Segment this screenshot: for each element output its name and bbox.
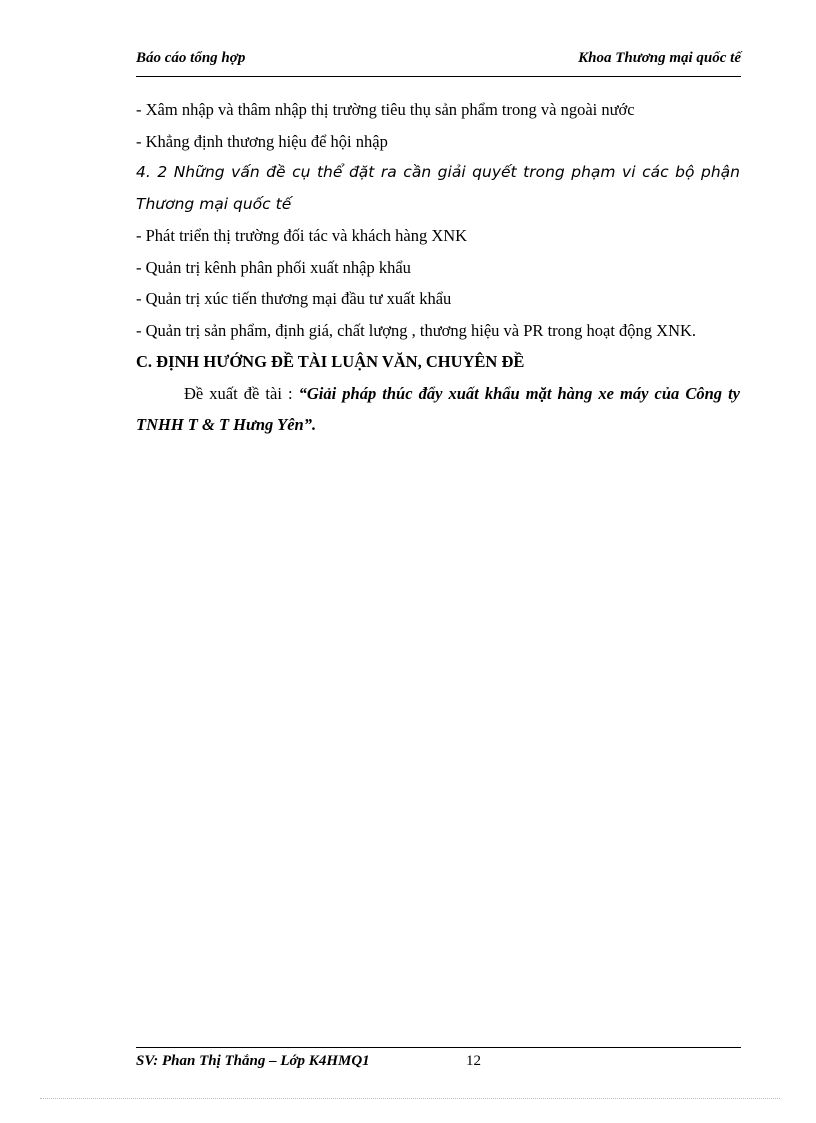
proposal-paragraph [136, 378, 740, 441]
bullet-trade-promotion: - Quản trị xúc tiến thương mại đầu tư xuất khẩu [136, 289, 452, 308]
page-footer [136, 1047, 741, 1072]
paragraph-market-penetration: - Xâm nhập và thâm nhập thị trường tiêu thụ sản phẩm trong và ngoài nước [136, 100, 635, 119]
page-edge-divider [40, 1098, 780, 1099]
bullet-product-management: - Quản trị sản phẩm, định giá, chất lượng , thương hiệu và PR trong hoạt động XNK. [136, 320, 697, 340]
proposal-label: Đề xuất đề tài : [184, 383, 299, 403]
proposal-topic: “Giải pháp thúc đẩy xuất khẩu mặt hàng xe máy của Công ty TNHH T & T Hưng Yên”. [136, 383, 740, 434]
paragraph-brand: - Khẳng định thương hiệu để hội nhập [136, 131, 388, 151]
page-header [136, 50, 741, 77]
header-report-title: Báo cáo tổng hợp [136, 50, 246, 66]
header-faculty: Khoa Thương mại quốc tế [578, 50, 741, 66]
page-number: 12 [466, 1053, 481, 1069]
document-body [136, 94, 740, 441]
bullet-market-development: - Phát triển thị trường đối tác và khách hàng XNK [136, 226, 468, 245]
footer-author: SV: Phan Thị Thắng – Lớp K4HMQ1 [136, 1053, 370, 1069]
subsection-heading: 4. 2 Những vấn đề cụ thể đặt ra cần giải quyết trong phạm vi các bộ phận Thương mại quốc tế [136, 163, 740, 213]
section-title: C. ĐỊNH HƯỚNG ĐỀ TÀI LUẬN VĂN, CHUYÊN ĐỀ [136, 352, 525, 371]
bullet-distribution-channel: - Quản trị kênh phân phối xuất nhập khẩu [136, 257, 411, 277]
